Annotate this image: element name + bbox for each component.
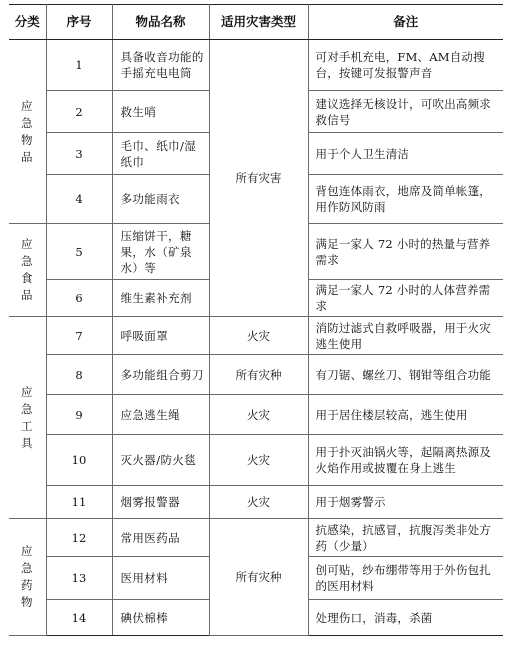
hazard-all-types: 所有灾种 (209, 355, 308, 395)
hazard-fire: 火灾 (209, 435, 308, 486)
category-medicine: 应急药物 (9, 519, 46, 636)
item-note: 满足一家人 72 小时的热量与营养需求 (308, 224, 503, 280)
row-number: 8 (46, 355, 112, 395)
item-name: 医用材料 (112, 557, 209, 600)
table-row (9, 519, 503, 557)
item-note: 建议选择无核设计，可吹出高频求救信号 (308, 91, 503, 133)
table-row (9, 395, 503, 435)
row-number: 7 (46, 317, 112, 355)
category-food: 应急食品 (9, 224, 46, 317)
item-name: 呼吸面罩 (112, 317, 209, 355)
header-notes: 备注 (308, 5, 503, 40)
row-number: 11 (46, 486, 112, 519)
hazard-all-types: 所有灾种 (209, 519, 308, 636)
item-note: 用于烟雾警示 (308, 486, 503, 519)
hazard-fire: 火灾 (209, 486, 308, 519)
table-row (9, 317, 503, 355)
emergency-supplies-table (9, 4, 503, 636)
hazard-fire: 火灾 (209, 395, 308, 435)
table-row (9, 486, 503, 519)
table-row (9, 435, 503, 486)
header-row (9, 5, 503, 40)
item-name: 救生哨 (112, 91, 209, 133)
row-number: 9 (46, 395, 112, 435)
header-item-name: 物品名称 (112, 5, 209, 40)
row-number: 6 (46, 280, 112, 317)
row-number: 2 (46, 91, 112, 133)
row-number: 13 (46, 557, 112, 600)
category-tools: 应急工具 (9, 317, 46, 519)
item-name: 具备收音功能的手摇充电电筒 (112, 40, 209, 91)
item-name: 烟雾报警器 (112, 486, 209, 519)
row-number: 5 (46, 224, 112, 280)
category-items: 应急物品 (9, 40, 46, 224)
item-note: 创可贴，纱布绷带等用于外伤包扎的医用材料 (308, 557, 503, 600)
item-name: 多功能组合剪刀 (112, 355, 209, 395)
item-note: 有刀锯、螺丝刀、钢钳等组合功能 (308, 355, 503, 395)
row-number: 10 (46, 435, 112, 486)
item-name: 维生素补充剂 (112, 280, 209, 317)
header-category: 分类 (9, 5, 46, 40)
hazard-fire: 火灾 (209, 317, 308, 355)
row-number: 3 (46, 133, 112, 175)
item-name: 压缩饼干，糖果，水（矿泉水）等 (112, 224, 209, 280)
item-note: 用于个人卫生清洁 (308, 133, 503, 175)
item-note: 用于居住楼层较高，逃生使用 (308, 395, 503, 435)
item-name: 常用医药品 (112, 519, 209, 557)
header-hazard-type: 适用灾害类型 (209, 5, 308, 40)
item-note: 处理伤口，消毒，杀菌 (308, 600, 503, 636)
header-number: 序号 (46, 5, 112, 40)
row-number: 14 (46, 600, 112, 636)
table-row (9, 40, 503, 91)
row-number: 4 (46, 175, 112, 224)
item-note: 抗感染，抗感冒，抗腹泻类非处方药（少量） (308, 519, 503, 557)
item-name: 多功能雨衣 (112, 175, 209, 224)
item-note: 可对手机充电，FM、AM自动搜台，按键可发报警声音 (308, 40, 503, 91)
item-note: 背包连体雨衣，地席及简单帐篷，用作防风防雨 (308, 175, 503, 224)
row-number: 12 (46, 519, 112, 557)
item-name: 灭火器/防火毯 (112, 435, 209, 486)
item-note: 消防过滤式自救呼吸器，用于火灾逃生使用 (308, 317, 503, 355)
item-note: 满足一家人 72 小时的人体营养需求 (308, 280, 503, 317)
row-number: 1 (46, 40, 112, 91)
item-name: 碘伏棉棒 (112, 600, 209, 636)
item-note: 用于扑灭油锅火等，起隔离热源及火焰作用或披覆在身上逃生 (308, 435, 503, 486)
table-row (9, 355, 503, 395)
item-name: 毛巾、纸巾/湿纸巾 (112, 133, 209, 175)
item-name: 应急逃生绳 (112, 395, 209, 435)
hazard-all-disasters: 所有灾害 (209, 40, 308, 317)
